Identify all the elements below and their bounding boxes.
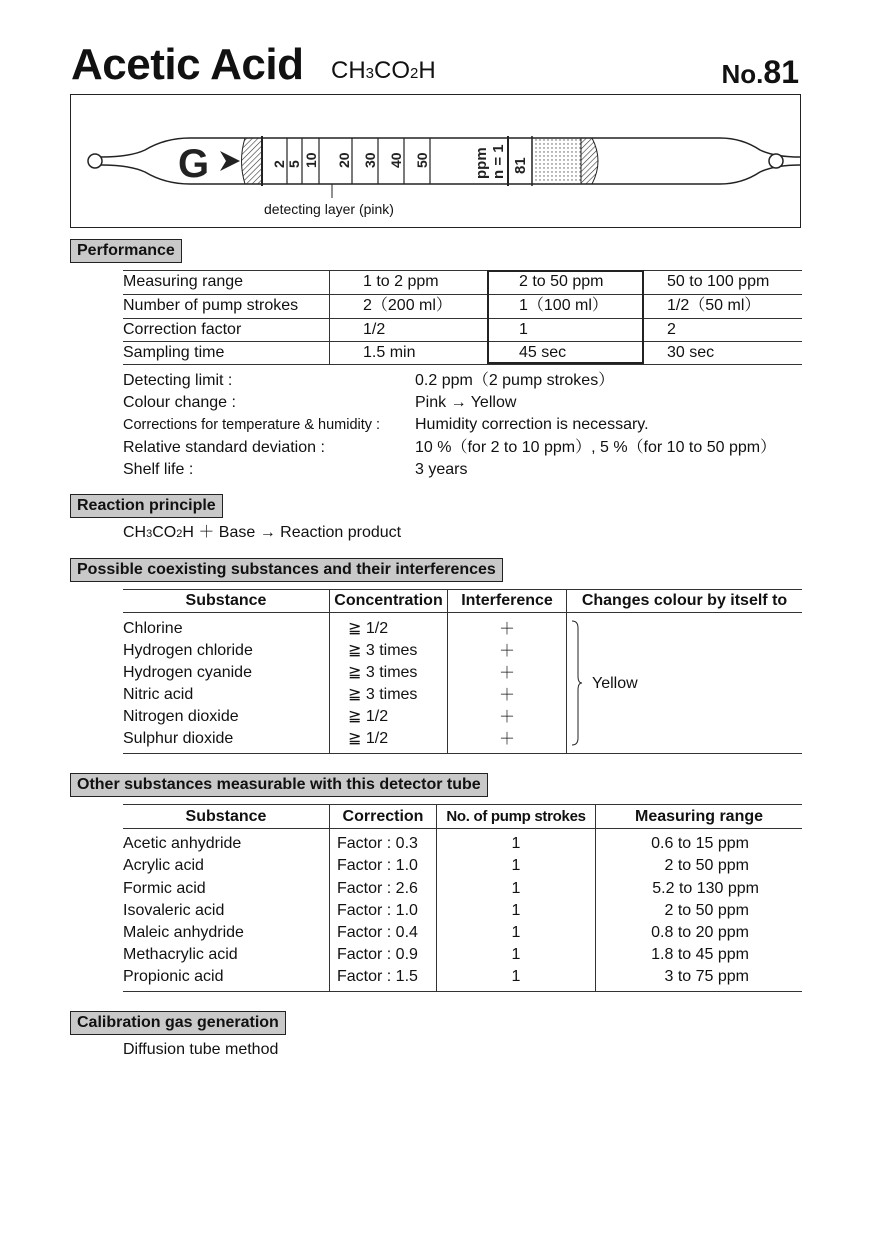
right-tip-bulb — [769, 154, 783, 168]
perf-label: Sampling time — [123, 344, 225, 361]
interferences-heading: Possible coexisting substances and their interferences — [70, 558, 503, 582]
calibration-heading: Calibration gas generation — [70, 1011, 286, 1035]
table-row: Maleic anhydride — [123, 924, 244, 941]
detecting-layer-label: detecting layer (pink) — [264, 201, 394, 217]
perf-value: 1（100 ml） — [519, 297, 608, 314]
table-row: Nitric acid — [123, 686, 194, 703]
perf-value: 1.5 min — [363, 344, 416, 361]
detail-label: Relative standard deviation : — [123, 439, 325, 456]
page-title: Acetic Acid — [71, 40, 304, 89]
perf-value: 2 to 50 ppm — [519, 273, 604, 290]
perf-value: 1 to 2 ppm — [363, 273, 439, 290]
column-header: Substance — [185, 808, 267, 825]
reaction-equation: CH3CO2H ＋ Base → Reaction product — [123, 524, 402, 541]
calibration-method: Diffusion tube method — [123, 1041, 279, 1058]
interference-colour: Yellow — [592, 675, 638, 692]
table-row: Acetic anhydride — [123, 835, 242, 852]
scale-label: 5 — [286, 160, 302, 168]
flow-arrow-icon — [220, 151, 240, 171]
tube-code-label: 81 — [512, 157, 529, 174]
column-header: Interference — [461, 592, 553, 609]
detail-label: Corrections for temperature & humidity : — [123, 417, 381, 433]
perf-label: Measuring range — [123, 273, 244, 290]
detail-value: 3 years — [415, 461, 468, 478]
tube-scale — [271, 138, 430, 184]
column-header: Correction — [342, 808, 424, 825]
perf-value: 30 sec — [667, 344, 715, 361]
table-row: Nitrogen dioxide — [123, 708, 239, 725]
table-row: Methacrylic acid — [123, 946, 238, 963]
table-row: Formic acid — [123, 880, 206, 897]
table-row: Hydrogen chloride — [123, 642, 253, 659]
detail-label: Detecting limit : — [123, 372, 233, 389]
left-tip-bulb — [88, 154, 102, 168]
performance-heading: Performance — [70, 239, 182, 263]
perf-value: 45 sec — [519, 344, 567, 361]
perf-value: 1 — [519, 321, 528, 338]
column-header: No. of pump strokes — [446, 808, 586, 825]
brand-logo: G — [178, 142, 210, 186]
tube-strokes-label: n = 1 — [490, 144, 507, 179]
column-header: Concentration — [334, 592, 443, 609]
detail-label: Colour change : — [123, 394, 236, 411]
scale-label: 30 — [362, 152, 378, 168]
detector-tube-diagram — [70, 94, 801, 228]
table-row: Hydrogen cyanide — [123, 664, 252, 681]
perf-value: 1/2（50 ml） — [667, 297, 761, 314]
detail-value: Humidity correction is necessary. — [415, 416, 649, 433]
scale-label: 50 — [414, 152, 430, 168]
perf-value: 2（200 ml） — [363, 297, 452, 314]
scale-label: 20 — [336, 152, 352, 168]
detail-value: Pink → Yellow — [415, 394, 517, 411]
tube-unit-label: ppm — [473, 147, 490, 179]
perf-label: Number of pump strokes — [123, 297, 299, 314]
reaction-heading: Reaction principle — [70, 494, 223, 518]
perf-value: 1/2 — [363, 321, 386, 338]
perf-value: 2 — [667, 321, 676, 338]
scale-label: 2 — [271, 160, 287, 168]
column-header: Measuring range — [634, 808, 764, 825]
scale-label: 10 — [303, 152, 319, 168]
chemical-formula: CH3CO2H — [331, 57, 436, 84]
column-header: Changes colour by itself to — [581, 592, 788, 609]
scale-label: 40 — [388, 152, 404, 168]
perf-value: 50 to 100 ppm — [667, 273, 770, 290]
detail-label: Shelf life : — [123, 461, 194, 478]
table-row: Propionic acid — [123, 968, 224, 985]
table-row: Acrylic acid — [123, 857, 204, 874]
column-header: Substance — [185, 592, 267, 609]
detail-value: 0.2 ppm（2 pump strokes） — [415, 372, 615, 389]
table-row: Isovaleric acid — [123, 902, 225, 919]
detail-value: 10 %（for 2 to 10 ppm）, 5 %（for 10 to 50 ppm） — [415, 439, 777, 456]
tube-number: No.81 — [721, 54, 799, 90]
perf-label: Correction factor — [123, 321, 242, 338]
other-heading: Other substances measurable with this detector tube — [70, 773, 488, 797]
table-row: Chlorine — [123, 620, 183, 637]
table-row: Sulphur dioxide — [123, 730, 234, 747]
brace-icon — [570, 620, 584, 746]
